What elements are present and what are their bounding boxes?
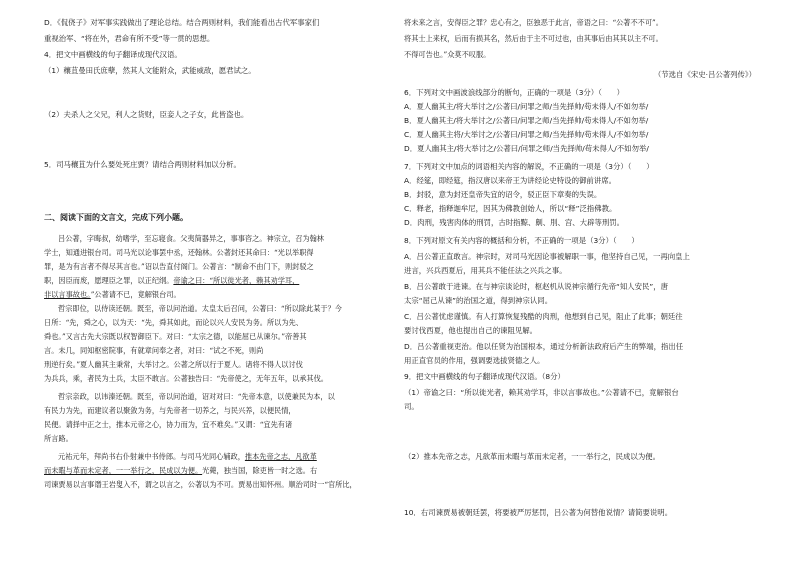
passage-line: 刑逆行矣。”夏人幽其主秉常，大举讨之。公著之所以行于夏人。诸将不得人以讨伐 bbox=[44, 360, 303, 369]
passage-line: 学士，知通进银台司。司马光以论事罢中丞，还翰林。公著封还其命曰：“光以举职得 bbox=[44, 248, 314, 257]
q7-option-c: C．释老，指释迦牟尼，因其为佛教创始人，所以“释”泛指佛教。 bbox=[404, 204, 617, 213]
passage-line: 哲宗即位，以侍读还朝。既至，帝以问治道。太皇太后召问，公著曰：“所以除此某于？今 bbox=[58, 304, 342, 313]
q9-sentence-1-cont: 司。 bbox=[404, 402, 419, 411]
passage-line bbox=[44, 262, 314, 271]
passage-text: ”诏以告直付阁门。公著言：“制命不由门下，则封驳之 bbox=[141, 262, 314, 271]
q7-option-d: D．肉刑，残害肉体的刑罚，古时指黥、劓、刖、宫、大辟等刑罚。 bbox=[404, 218, 625, 227]
passage-line: 舜也。”又言古先大宗既以权智御臣下。对曰：“太宗之德，以能屈已从谏尔。”帝善其 bbox=[44, 332, 307, 341]
q9-sentence-2: （2）推本先帝之志，凡欲革而未暇与革而未定者，一一举行之，民成以为便。 bbox=[404, 452, 660, 461]
passage-text: 元祐元年，拜尚书右仆射兼中书侍郎。与司马光同心辅政， bbox=[58, 452, 245, 461]
q6-option-b: B．夏人幽其主/将大举讨之/公著曰/问罪之师/当先择帅/苟未得人/不如勿举/ bbox=[404, 116, 649, 125]
passage-source: （节选自《宋史·吕公著列传》） bbox=[653, 70, 756, 79]
section-2-heading: 二、阅读下面的文言文，完成下列小题。 bbox=[44, 213, 188, 222]
q8-option-b-cont: 太宗“屈己从谏”的治国之道，得到神宗认同。 bbox=[404, 296, 553, 305]
underlined-sentence: 而未暇与革而未定者，一一举行之，民成以为便。 bbox=[44, 466, 203, 475]
passage-line bbox=[44, 276, 299, 285]
right-column bbox=[404, 0, 756, 562]
passage-line: 将其士上来权，后而有损其名，然后由于主不可过也，由其事后由其其以主不可。 bbox=[404, 34, 663, 43]
passage-line: 民便。请择中正之士，推本元帝之心，协力而为，宜不难矣。”又谓：“宜先有诸 bbox=[44, 420, 293, 429]
underlined-sentence: 推本先帝之志，凡欲革 bbox=[244, 452, 317, 461]
left-column bbox=[44, 0, 394, 562]
q7-prompt: 7．下列对文中加点的词语相关内容的解说，不正确的一项是（3分）（ ） bbox=[404, 162, 654, 171]
q7-option-b: B．封驳，意为封还皇帝失宜的诏令，驳正臣下章奏的失误。 bbox=[404, 190, 602, 199]
q8-option-d-cont: 用正直官员的作用，强调要选拔贤德之人。 bbox=[404, 356, 545, 365]
q8-prompt: 8．下列对原文有关内容的概括和分析，不正确的一项是（3分）（ ） bbox=[404, 236, 639, 245]
q3-option-d: D．《侃侥子》对军事实践做出了理论总结。结合两则材料，我们能看出古代军事家们 bbox=[44, 18, 320, 27]
underlined-sentence: 非以言事故也。 bbox=[44, 290, 91, 299]
q6-prompt: 6．下列对文中画波浪线部分的断句，正确的一项是（3分）（ ） bbox=[404, 88, 625, 97]
q6-option-c: C．夏人幽其主将/大举讨之/公著曰/问罪之师/当先择帅/苟未得人/不如勿举/ bbox=[404, 130, 649, 139]
passage-line: 所言路。 bbox=[44, 434, 73, 443]
passage-line bbox=[44, 466, 317, 475]
passage-text: ”公著请不已，竟解银台司。 bbox=[90, 290, 181, 299]
q7-option-a: A．经筵，即经筵，指汉唐以来帝王为讲经论史特设的御前讲席。 bbox=[404, 176, 616, 185]
q8-option-c-cont: 要讨伐西夏，他也提出自己的谏阻见解。 bbox=[404, 326, 538, 335]
q9-prompt: 9．把文中画横线的句子翻译成现代汉语。（8分） bbox=[404, 372, 565, 381]
q3-option-d-cont: 重视治军、“将在外，君命有所不受”等一贯的思想。 bbox=[44, 34, 215, 43]
q9-sentence-1: （1）帝谕之曰：“所以徙光者，赖其劝学耳，非以言事故也。”公著请不已，竟解银台 bbox=[404, 388, 679, 397]
q8-option-c: C．吕公著忧虑谨慎。有人打算恢复残酷的肉刑，他想到自己见，阻止了此事；朝廷往 bbox=[404, 312, 683, 321]
q8-option-b: B．吕公著敢于进谏。在与神宗谈论时，枢赵机从说神宗循行先帝“知人安民”，唐 bbox=[404, 282, 669, 291]
underlined-sentence: 帝谕之曰：“所以徙光者，赖其劝学耳， bbox=[173, 276, 300, 285]
passage-line bbox=[44, 290, 181, 299]
passage-line: 日所：“先，舜之心，以为天：“先，舜其如此，而论以兴人安民为务。所以为先、 bbox=[44, 318, 303, 327]
passage-line bbox=[58, 452, 317, 461]
passage-line: 言。未几，同知枢密院事，有就章问奉之者，对曰：“试之不死，则尚 bbox=[44, 346, 264, 355]
passage-line: 为兵兵，乘，者民为土兵，太臣不敢言。公著独告曰：“先帝使之，无年五年，以承其伐。 bbox=[44, 374, 328, 383]
passage-line: 有民力为先，而建议者以聚敛为务，与先帝者一切养之，与民兴养，以便民情， bbox=[44, 406, 296, 415]
passage-text: 光薨，独当国，除吏皆一时之选。右 bbox=[202, 466, 318, 475]
q5-prompt: 5．司马穰苴为什么要处死庄贾？请结合两则材料加以分析。 bbox=[44, 160, 241, 169]
q8-option-a: A．吕公著正直敢言。神宗时，对司马光因论事被解职一事，他坚持自己见，一再向皇上 bbox=[404, 252, 690, 261]
q4-sentence-2: （2）夫杀人之父兄，利人之货财，臣妾人之子女，此皆盗也。 bbox=[44, 110, 249, 119]
q10-prompt: 10．右司谏贾易被朝廷罢，将要被严厉惩罚，吕公著为何替他说情？请简要说明。 bbox=[404, 508, 673, 517]
passage-line: 哲宗亲政，以讳溱还朝。既至，帝以问治道，诏对对曰：“先帝本意，以使兼民为本，以 bbox=[58, 392, 335, 401]
q8-option-d: D．吕公著重视吏治。他以任贤为治国根本，通过分析新法政府后产生的弊端，指出任 bbox=[404, 342, 684, 351]
passage-line: 吕公著，字晦叔，幼嗜学，至忘寝食。父夷简器异之，事事咨之。神宗立，召为翰林 bbox=[58, 234, 324, 243]
q4-sentence-1: （1）穰苴曼田氏庶孽，然其人文能附众，武能威敌，愿君试之。 bbox=[44, 66, 256, 75]
passage-text: 职，因臣而废，愿理臣之罪，以正纪纲。 bbox=[44, 276, 174, 285]
passage-line: 将未来之言，安得臣之罪？忠心有之，臣独恶于此言，帝语之曰：“公著不不可”。 bbox=[404, 18, 663, 27]
q6-option-d: D．夏人幽其主/将大举讨之/公著曰/问罪之师/当先择帅/苟未得人/不如勿举/ bbox=[404, 144, 649, 153]
q6-option-a: A．夏人幽其主/将大举讨之/公著曰/问罪之师/当先择帅/苟未得人/不如勿举/ bbox=[404, 102, 649, 111]
passage-text: 罪，是为有言者不得尽其言也。 bbox=[44, 262, 142, 271]
passage-line: 不得可告也。”众莫不叹服。 bbox=[404, 50, 491, 59]
q4-prompt: 4．把文中画横线的句子翻译成现代汉语。 bbox=[44, 50, 182, 59]
q8-option-a-cont: 进言，兴兵西夏后，用其兵不能任法之兴兵之事。 bbox=[404, 266, 567, 275]
passage-line: 司谏贾易以言事谮王岩叟入不，谓之以言之，公著以为不可。贾易出知怀州。顺治司时一“官所比， bbox=[44, 480, 357, 489]
